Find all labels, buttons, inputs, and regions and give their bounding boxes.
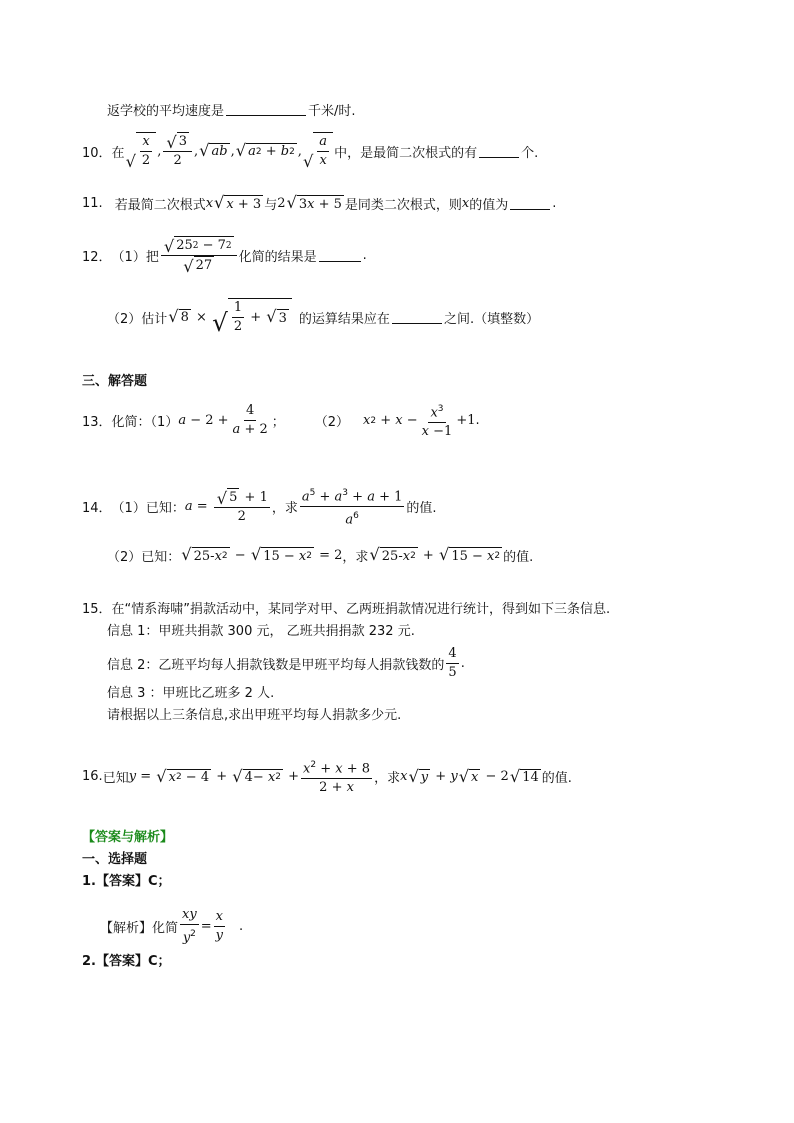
answers-heading [82, 826, 173, 845]
radical-a2-b2: √ a 2 + b 2 [235, 140, 295, 160]
answers-section-heading [82, 848, 147, 867]
answer-1-explanation: 【解析】化简 $\frac{xy}{y^2}$ = $\frac{x}{y}$ . [100, 907, 244, 946]
fraction-4-over-a-plus-2: $\frac{4}{a + 2}$ [232, 403, 268, 438]
answer-blank [392, 311, 442, 324]
fraction-denominator: 5 [448, 665, 457, 680]
prev-question-line [107, 100, 356, 119]
answer-blank [479, 145, 519, 158]
question-14-part-1: 14． （1）已知： a = √ 5 + 1 2 ，求 $\frac{a^5 + a^3 + a + 1}{a^6}$ 的值. [82, 484, 437, 530]
question-text: . [475, 413, 480, 429]
radical-15-minus-x2: √ 15 − x 2 [250, 545, 312, 565]
question-text: （2）已知： [107, 550, 181, 565]
question-number: 14． [82, 501, 112, 517]
question-number: 11. [82, 196, 103, 211]
radical-x2-minus-4: √ x 2 − 4 [156, 766, 210, 786]
question-text: 化简的结果是 [238, 250, 317, 265]
question-text: 若最简二次根式 [114, 198, 206, 213]
radical-8: √ 8 [168, 306, 189, 326]
section-title: 一、选择题 [82, 852, 148, 867]
radical-x-over-2: √ $\frac{x}{2}$ [126, 132, 157, 170]
fraction-x3-over-x-minus-1: $\frac{x^3}{x -1}$ [420, 400, 455, 441]
question-text: 的值. [406, 501, 437, 517]
radical-a-over-x: √ $\frac{a}{x}$ [303, 132, 333, 170]
question-15-line-4 [107, 682, 274, 701]
question-text: 信息 3 ：甲班比乙班多 2 人. [107, 686, 275, 701]
question-text: 的值. [541, 771, 572, 787]
explanation-text: . [238, 919, 244, 935]
prev-question-text: 返学校的平均速度是 [107, 104, 225, 119]
explanation-text: 【解析】化简 [100, 921, 179, 937]
radical-25-minus-x2: √ 25- x 2 [369, 545, 416, 565]
question-text: （2）估计 [107, 311, 168, 327]
question-text: ，求 [374, 771, 401, 787]
question-13: 13． 化简：（1） a − 2 + $\frac{4}{a + 2}$ ； （2） x 2 + x − $\frac{x^3}{x -1}$ +1 . [82, 400, 480, 441]
question-14-part-2: （2）已知： √ 25- x 2 − √ 15 − x 2 = 2 ，求 √ 25- x 2 + √ 15 − x 2 的值. [107, 545, 534, 565]
radical-4-minus-x2: √ 4− x 2 [232, 766, 282, 786]
question-text: 个. [521, 145, 539, 161]
question-text: 信息 1：甲班共捐款 300 元， 乙班共捐捐款 232 元. [107, 624, 415, 639]
radical-25-minus-x2: √ 25- x 2 [181, 545, 228, 565]
fraction-polynomial-over-a6: $\frac{a^5 + a^3 + a + 1}{a^6}$ [300, 484, 405, 530]
variable-x: x [461, 196, 470, 211]
answer-blank [510, 197, 550, 210]
question-text: （1）已知： [111, 501, 185, 517]
radical-15-minus-x2: √ 15 − x 2 [438, 545, 501, 565]
question-text: . [460, 656, 465, 671]
question-15-line-1 [82, 598, 610, 617]
question-text: （1）把 [111, 250, 159, 265]
prev-question-unit: 千米/时. [308, 104, 356, 119]
answer-label: 1.【答案】C； [82, 874, 171, 889]
question-text: ； [271, 415, 285, 431]
answer-blank [226, 103, 306, 116]
question-text: 请根据以上三条信息,求出甲班平均每人捐款多少元. [107, 708, 402, 723]
question-text: （2） [314, 415, 350, 431]
question-12-part-2: （2）估计 √ 8 × √ $\frac{1}{2}$ + √ 3 的运算结果应在 之间.（填整数） [107, 300, 540, 338]
question-15-line-2 [107, 620, 415, 639]
question-10: 10． 在 √ $\frac{x}{2}$ , √ 3 2 , √ ab , √ a 2 + b 2 , √ $\frac{a}{x}$ 中，是最简二次根式的有 个. [82, 132, 539, 171]
question-number: 13． [82, 415, 112, 431]
question-text: . [552, 196, 557, 211]
radical-x-plus-3: √ x + 3 [214, 193, 262, 213]
question-text: 是同类二次根式，则 [344, 198, 462, 213]
answer-1 [82, 870, 171, 889]
question-11: 11. 若最简二次根式 x √ x + 3 与 2 √ 3 x + 5 是同类二次根式，则 x 的值为 . [82, 193, 557, 213]
question-text: 与 [264, 198, 278, 213]
question-text: 的值为 [469, 198, 509, 213]
question-text: 中，是最简二次根式的有 [334, 145, 478, 161]
fraction-sqrt-expression: √ 25 2 − 7 2 √ 27 [161, 236, 237, 275]
question-text: 15．在“情系海啸”捐款活动中，某同学对甲、乙两班捐款情况进行统计，得到如下三条信息. [82, 602, 611, 617]
radical-half-plus-sqrt3: √ $\frac{1}{2}$ + √ 3 [212, 298, 292, 336]
answer-label: 2.【答案】C； [82, 954, 171, 969]
question-text: 的值. [503, 550, 534, 565]
question-text: 之间.（填整数） [443, 311, 540, 327]
question-text: ，求 [342, 550, 369, 565]
question-text: ，求 [271, 501, 298, 517]
question-number: 10． [82, 145, 112, 161]
question-text: . [362, 248, 367, 263]
question-text: 信息 2：乙班平均每人捐款钱数是甲班平均每人捐款钱数的 [107, 658, 445, 673]
fraction-4-over-5 [446, 645, 458, 682]
radical-y: √ y [408, 766, 429, 786]
fraction-x2-x-8-over-2-plus-x: $\frac{x^2 + x + 8}{2 + x}$ [301, 756, 372, 797]
answers-title: 【答案与解析】 [82, 830, 174, 845]
question-16: 16. 已知 y = √ x 2 − 4 + √ 4− x 2 + $\frac{x^2 + x + 8}{2 + x}$ ，求 x √ y + y √ x − 2 √ 14 的值. [82, 756, 572, 797]
question-15-line-5 [107, 704, 401, 723]
answer-2 [82, 950, 171, 969]
question-text: 已知 [102, 771, 129, 787]
radical-x: √ x [458, 766, 479, 786]
fraction-sqrt3-over-2: √ 3 2 [163, 132, 192, 170]
radical-3x-plus-5: √ 3 x + 5 [286, 193, 342, 213]
question-text: 的运算结果应在 [298, 311, 390, 327]
question-number: 12． [82, 250, 112, 265]
radical-14: √ 14 [509, 766, 539, 786]
question-15-line-3 [107, 645, 465, 682]
fraction-x-over-y: $\frac{x}{y}$ [215, 909, 223, 944]
fraction-numerator: 4 [446, 645, 458, 664]
fraction-xy-over-y2: $\frac{xy}{y^2}$ [182, 907, 197, 946]
section-title: 三、解答题 [82, 374, 148, 389]
radical-ab: √ ab [199, 140, 228, 160]
answer-blank [319, 249, 361, 262]
question-12-part-1 [82, 236, 367, 275]
question-number: 16. [82, 769, 103, 785]
fraction-sqrt5-plus-1-over-2: √ 5 + 1 2 [214, 488, 270, 526]
section-heading [82, 370, 147, 389]
question-text: 在 [111, 145, 125, 161]
question-text: 化简：（1） [111, 415, 179, 431]
